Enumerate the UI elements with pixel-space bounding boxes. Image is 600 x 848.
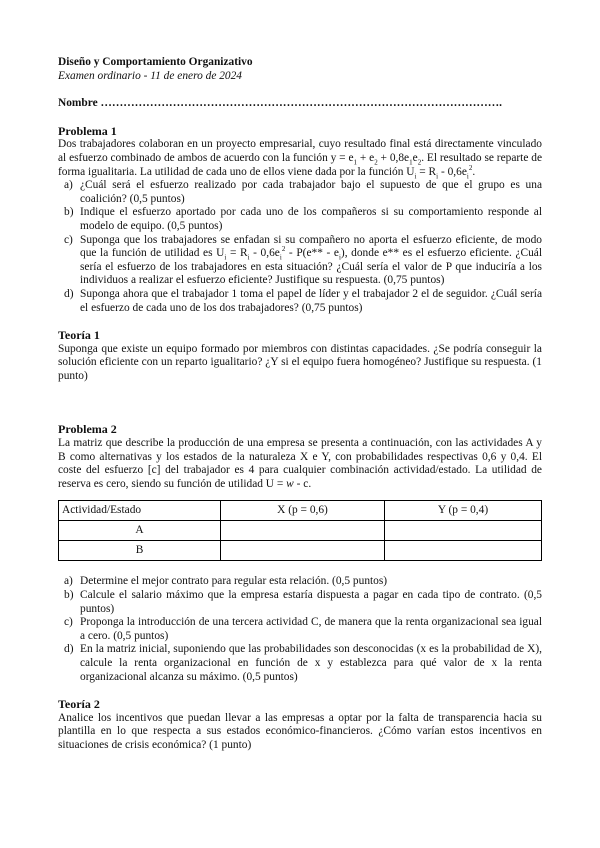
payoff-matrix-table [58,500,542,561]
list-item: c) Suponga que los trabajadores se enfadan si su compañero no aporta el esfuerzo eficiente, de modo que la función de utilidad es $U_i = R_i - 0,6e_i^2 - P(e** - e_i)$, donde e** es el esfuerzo eficiente. ¿Cuál sería el esfuerzo de los trabajadores en esta situación? ¿Cuál sería el valor de P que induciría a los individuos a realizar el esfuerzo eficiente? Justifique su respuesta. (0,75 puntos) [64,233,543,287]
problema-2-section [58,423,542,684]
problema-1-questions [58,179,542,315]
list-item: d) Suponga ahora que el trabajador 1 toma el papel de líder y el trabajador 2 el de seguidor. ¿Cuál sería el esfuerzo de cada uno de los dos trabajadores? (0,75 puntos) [64,287,542,314]
table-row [59,521,542,541]
list-item: d) En la matriz inicial, suponiendo que las probabilidades son desconocidas (x es la probabilidad de X), calcule la renta organizacional en función de x y establezca para qué valor de x la renta organizacional alcanza su máximo. (0,5 puntos) [64,643,542,683]
list-item: a) ¿Cuál será el esfuerzo realizado por cada trabajador bajo el supuesto de que el grupo es una coalición? (0,5 puntos) [64,179,542,205]
list-item: c) Proponga la introducción de una tercera actividad C, de manera que la renta organizacional sea igual a cero. (0,5 puntos) [64,616,542,642]
table-cell: B [59,541,221,561]
list-item: b) Calcule el salario máximo que la empresa estaría dispuesta a pagar en cada tipo de contrato. (0,5 puntos) [64,589,542,615]
table-cell [385,521,542,541]
table-header-row [59,501,542,521]
table-header-cell: Y (p = 0,4) [385,501,542,521]
table-cell [221,541,385,561]
list-item: a) Determine el mejor contrato para regular esta relación. (0,5 puntos) [64,575,388,588]
table-header-cell: X (p = 0,6) [221,501,385,521]
teoria-1-section [58,329,542,383]
teoria-2-text: Analice los incentivos que puedan llevar a las empresas a optar por la falta de transparencia hacia su plantilla en lo que respecta a sus estados económico-financieros. ¿Cómo varían estos incentivos en situaciones de crisis económica? (1 punto) [58,711,542,751]
list-item: b) Indique el esfuerzo aportado por cada uno de los compañeros si su comportamiento responde al modelo de equipo. (0,5 puntos) [64,206,542,232]
problema-2-intro: La matriz que describe la producción de una empresa se presenta a continuación, con las actividades A y B como alternativas y los estados de la naturaleza X e Y, con probabilidades respectivas 0,6 y 0,4. El coste del esfuerzo [c] del trabajador es 4 para cualquier combinación actividad/estado. La utilidad de reserva es cero, siendo su función de utilidad U = w - c. [58,437,542,490]
problema-2-heading: Problema 2 [58,422,117,437]
problema-1-intro: Dos trabajadores colaboran en un proyecto empresarial, cuyo resultado final está directamente vinculado al esfuerzo combinado de ambos de acuerdo con la función $y = e_1 + e_2 + 0,8e_1e_2$. El resultado se reparte de forma igualitaria. La utilidad de cada uno de ellos viene dada por la función $U_i = R_i - 0,6e_i^2$. [58,138,543,180]
teoria-1-text: Suponga que existe un equipo formado por miembros con distintas capacidades. ¿Se podría conseguir la solución eficiente con un reparto igualitario? ¿Y si el equipo fuera homogéneo? Justifique su respuesta. (1 punto) [58,342,542,382]
problema-1-section [58,125,542,315]
teoria-2-heading: Teoría 2 [58,697,100,712]
document-title: Diseño y Comportamiento Organizativo [58,56,253,68]
teoria-1-heading: Teoría 1 [58,328,100,343]
name-field-line: Nombre ……………………………………………………………………………………………. [58,97,503,110]
table-cell [385,541,542,561]
problema-2-questions [58,575,542,684]
problema-1-heading: Problema 1 [58,123,117,138]
exam-page [58,56,542,753]
table-header-cell: Actividad/Estado [59,501,221,521]
document-subtitle: Examen ordinario - 11 de enero de 2024 [58,69,243,82]
table-row [59,541,542,561]
teoria-2-section [58,698,542,752]
table-cell: A [59,521,221,541]
table-cell [221,521,385,541]
